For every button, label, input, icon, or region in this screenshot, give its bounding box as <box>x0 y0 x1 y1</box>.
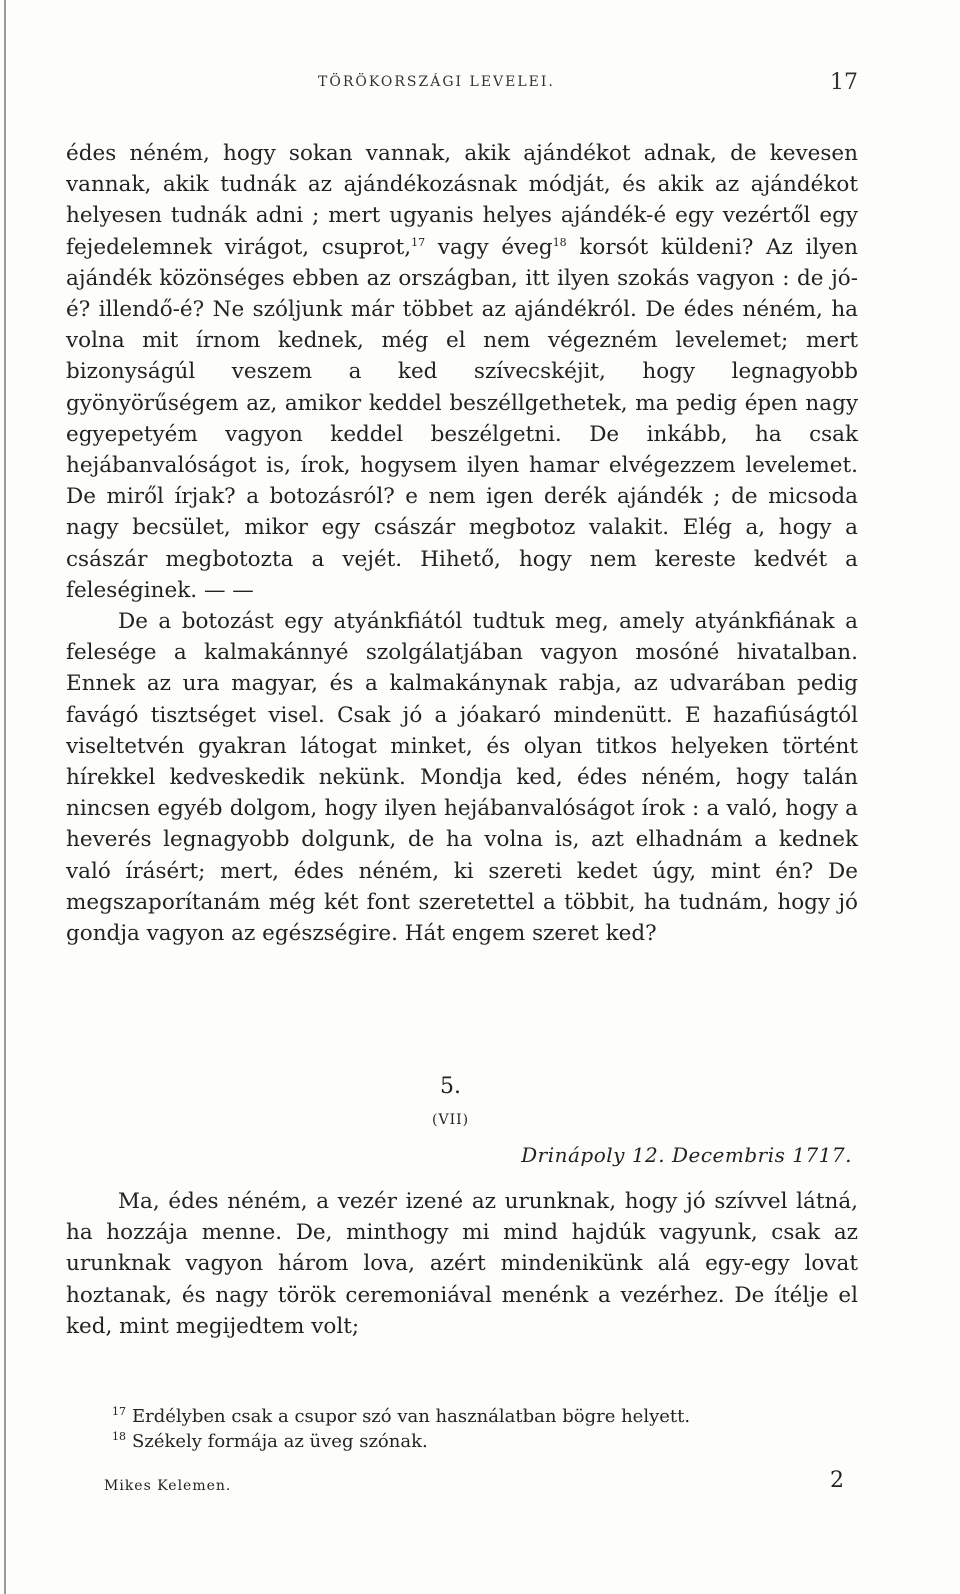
main-text <box>66 138 858 949</box>
running-head: TÖRÖKORSZÁGI LEVELEI. <box>318 74 555 90</box>
page-number: 17 <box>830 70 858 95</box>
paragraph-1-part-a: édes néném, hogy sokan vannak, akik ajándékot adnak, de kevesen vannak, akik tudnák az ajándékozásnak módját, és akik az ajándékot helyesen tudnák adni ; mert ugyanis helyes ajándék-é egy vezértől egy fejedelemnek virágot, csuprot, <box>66 141 858 260</box>
footnote-text: Erdélyben csak a csupor szó van használatban bögre helyett. <box>132 1406 691 1427</box>
footnote-mark: 17 <box>112 1405 126 1418</box>
footnote-17 <box>112 1404 878 1429</box>
paragraph-2: De a botozást egy atyánkfiától tudtuk meg, amely atyánkfiának a felesége a kalmakánnyé szolgálatjában vagyon mosóné hivatalban. Ennek az ura magyar, és a kalmakánynak rabja, az udvarában pedig favágó tisztséget visel. Csak jó a jóakaró mindenütt. E hazafiúságtól viseltetvén gyakran látogat minket, és olyan titkos helyeken történt hírekkel kedveskedik nekünk. Mondja ked, édes néném, hogy talán nincsen egyéb dolgom, hogy ilyen hejábanvalóságot írok : a való, hogy a heverés legnagyobb dolgunk, de ha volna is, azt elhadnám a kednek való írásért; mert, édes néném, ki szereti kedet úgy, mint én? De megszaporítanám még két font szeretettel a többit, ha tudnám, hogy jó gondja vagyon az egészségire. Hát engem szeret ked? <box>66 609 858 947</box>
paragraph-1 <box>66 138 858 606</box>
footer-author: Mikes Kelemen. <box>104 1478 232 1494</box>
footnote-ref-18: 18 <box>552 235 567 249</box>
paragraph-1-part-b: vagy éveg <box>425 234 553 260</box>
paragraph-1-part-c: korsót küldeni? Az ilyen ajándék közönséges ebben az országban, itt ilyen szokás vagyon : de jó-é? illendő-é? Ne szóljunk már többet az ajándékról. De édes néném, ha volna mit írnom kednek, még el nem végezném levelemet; mert bizonyságúl veszem a ked szívecskéjit, hogy legnagyobb gyönyörűségem az, amikor keddel beszéllgethetek, ma pedig épen nagy egyepetyém vagyon keddel beszélgetni. De inkább, ha csak hejábanvalóságot is, írok, hogysem ilyen hamar elvégezzem levelemet. De miről írjak? a botozásról? e nem igen derék ajándék ; de micsoda nagy becsület, mikor egy császár megbotoz valakit. Elég a, hogy a császár megbotozta a vejét. Hihető, hogy nem kereste kedvét a feleséginek. — — <box>66 234 858 603</box>
footnote-mark: 18 <box>112 1430 126 1443</box>
footnotes <box>112 1404 878 1454</box>
footnote-text: Székely formája az üveg szónak. <box>132 1431 428 1452</box>
footnote-18 <box>112 1429 878 1454</box>
letter-roman-numeral: (VII) <box>432 1112 470 1128</box>
page-edge-line <box>4 0 6 1594</box>
footnote-ref-17: 17 <box>411 235 426 249</box>
signature-mark: 2 <box>830 1468 844 1493</box>
letter-paragraph: Ma, édes néném, a vezér izené az urunknak, hogy jó szívvel látná, ha hozzája menne. De, minthogy mi mind hajdúk vagyunk, csak az urunknak vagyon három lova, azért mindenikünk alá egy-egy lovat hoztanak, és nagy török ceremoniával menénk a vezérhez. De ítélje el ked, mint megijedtem volt; <box>66 1189 858 1339</box>
letter-dateline: Drinápoly 12. Decembris 1717. <box>521 1143 852 1167</box>
letter-text <box>66 1186 858 1342</box>
letter-number: 5. <box>440 1074 461 1099</box>
